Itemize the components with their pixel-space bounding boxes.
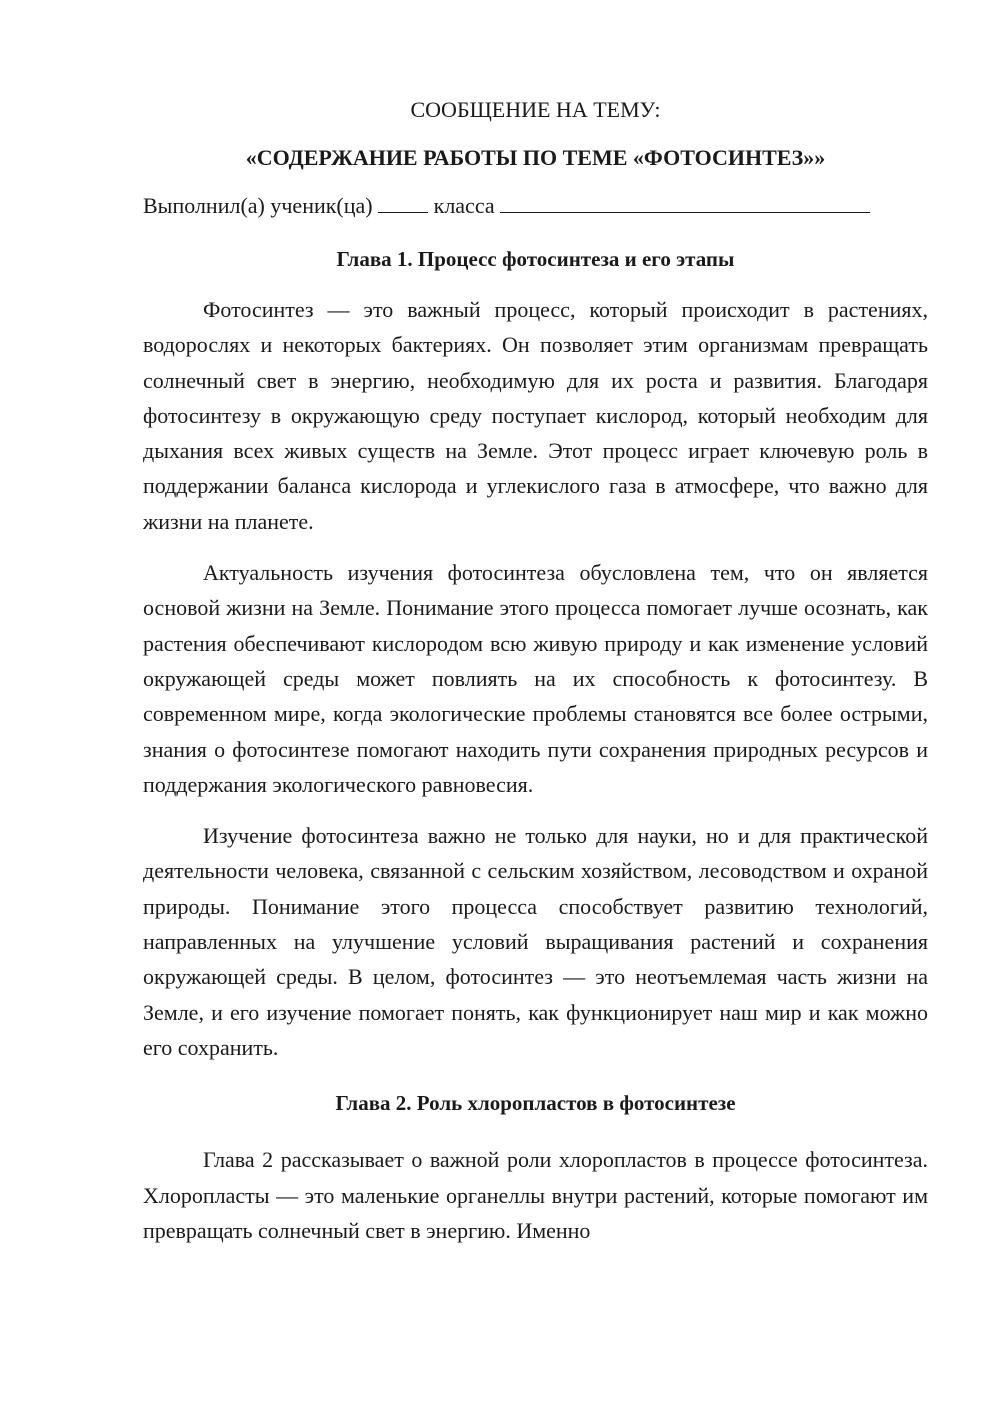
class-label: класса: [433, 193, 495, 218]
document-header-line1: СООБЩЕНИЕ НА ТЕМУ:: [410, 97, 661, 122]
class-number-blank: [378, 188, 428, 213]
document-page: [143, 92, 928, 1248]
chapter-1-paragraph-2: Актуальность изучения фотосинтеза обусловлена тем, что он является основой жизни на Земле. Понимание этого процесса помогает лучше осознать, как растения обеспечивают кислородом всю живую природу и как изменение условий окружающей среды может повлиять на их способность к фотосинтезу. В современном мире, когда экологические проблемы становятся все более острыми, знания о фотосинтезе помогают находить пути сохранения природных ресурсов и поддержания экологического равновесия.: [143, 560, 928, 797]
chapter-2-heading: Глава 2. Роль хлоропластов в фотосинтезе: [335, 1091, 736, 1116]
chapter-1-paragraph-1: Фотосинтез — это важный процесс, который происходит в растениях, водорослях и некоторых бактериях. Он позволяет этим организмам превращать солнечный свет в энергию, необходимую для их роста и развития. Благодаря фотосинтезу в окружающую среду поступает кислород, который необходим для дыхания всех живых существ на Земле. Этот процесс играет ключевую роль в поддержании баланса кислорода и углекислого газа в атмосфере, что важно для жизни на планете.: [143, 297, 928, 534]
chapter-1-heading: Глава 1. Процесс фотосинтеза и его этапы: [336, 247, 735, 271]
author-label: Выполнил(а) ученик(ца): [143, 193, 373, 218]
document-title: «СОДЕРЖАНИЕ РАБОТЫ ПО ТЕМЕ «ФОТОСИНТЕЗ»»: [245, 145, 826, 170]
chapter-1-paragraph-3: Изучение фотосинтеза важно не только для науки, но и для практической деятельности человека, связанной с сельским хозяйством, лесоводством и охраной природы. Понимание этого процесса способствует развитию технологий, направленных на улучшение условий выращивания растений и сохранения окружающей среды. В целом, фотосинтез — это неотъемлемая часть жизни на Земле, и его изучение помогает понять, как функционирует наш мир и как можно его сохранить.: [143, 823, 928, 1060]
author-line: [143, 188, 928, 223]
chapter-2-paragraph-1: Глава 2 рассказывает о важной роли хлоропластов в процессе фотосинтеза. Хлоропласты — это маленькие органеллы внутри растений, которые помогают им превращать солнечный свет в энергию. Именно: [143, 1147, 928, 1243]
student-name-blank: [500, 188, 870, 213]
